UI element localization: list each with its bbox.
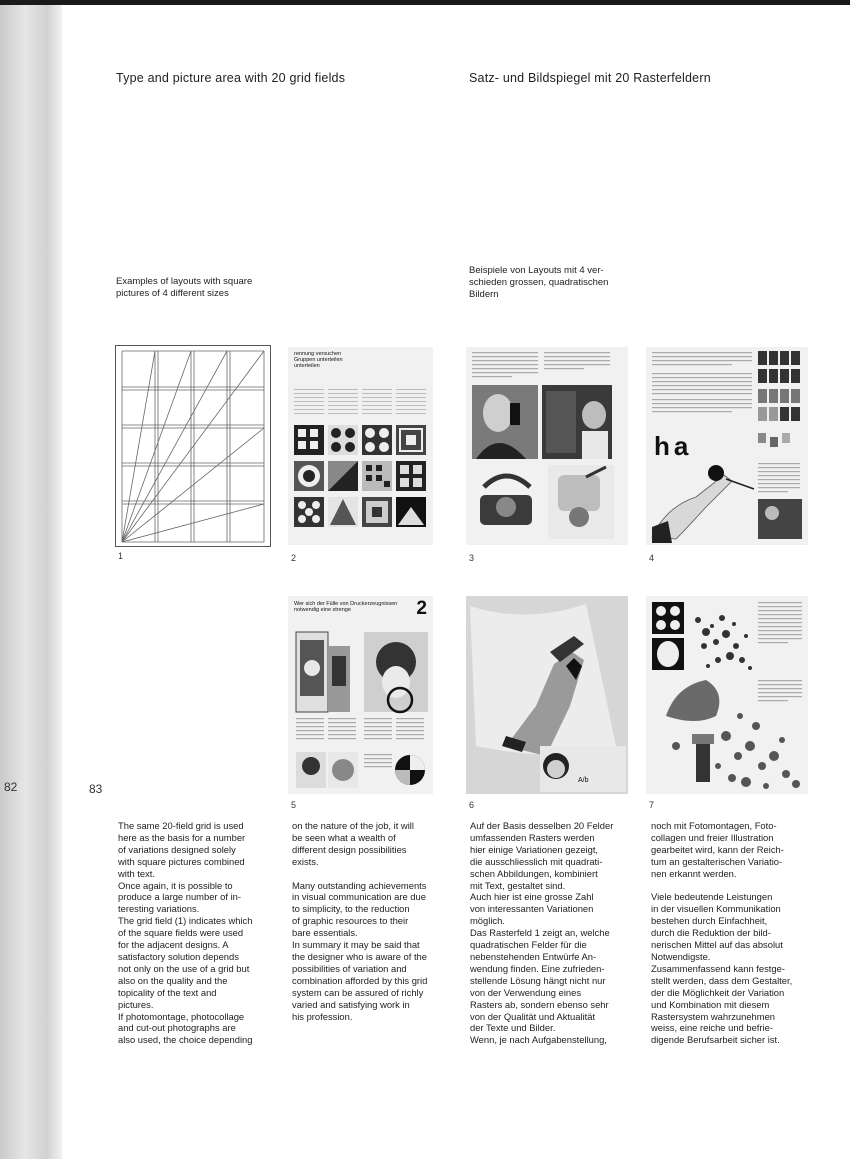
figure-number: 6 bbox=[469, 800, 475, 810]
caption-english: Examples of layouts with square pictures of 4 different sizes bbox=[116, 276, 253, 299]
layout-hand-thumbnail bbox=[466, 596, 628, 794]
figure-number: 1 bbox=[118, 551, 124, 561]
grid-diagram bbox=[115, 345, 271, 547]
pattern-grid-art bbox=[288, 347, 433, 545]
page-top-edge bbox=[0, 0, 850, 5]
figure-number: 2 bbox=[291, 553, 297, 563]
thumbnail-headline: rennung versuchen Gruppen unterteilen unterteilen bbox=[294, 351, 343, 369]
figure-number: 7 bbox=[649, 800, 655, 810]
layout-patterns-thumbnail bbox=[288, 347, 433, 545]
heading-german: Satz- und Bildspiegel mit 20 Rasterfeldern bbox=[469, 71, 711, 85]
left-page-number: 82 bbox=[4, 780, 18, 794]
heading-english: Type and picture area with 20 grid fields bbox=[116, 71, 346, 85]
figure-number: 4 bbox=[649, 553, 655, 563]
thumbnail-big-text: ha bbox=[654, 431, 693, 461]
body-column-german-2: noch mit Fotomontagen, Foto- collagen und freier Illustration gearbeitet wird, kann der Reich- tum an gestalterischen Variatio- nen erkannt werden. Viele bedeutende Leistungen in der visuellen Kommunikation bestehen durch Einfachheit, durch die Reduktion der bild- nerischen Mittel auf das absolut Notwendigste. Zusammenfassend kann festge- stellt werden, dass dem Gestalter, der die Möglichkeit der Variation und Kombination mit diesem Rastersystem wahrzunehmen weiss, eine reiche und befrie- digende Berufsarbeit sicher ist. bbox=[651, 820, 793, 1046]
body-column-english-1: The same 20-field grid is used here as the basis for a number of variations designed solely with square pictures combined with text. Once again, it is possible to produce a large number of in- teresting variations. The grid field (1) indicates which of the square fields were used for the adjacent designs. A satisfactory solution depends not only on the use of a grid but also on the quality and the topicality of the text and pictures. If photomontage, photocollage and cut-out photographs are also used, the choice depending bbox=[118, 820, 253, 1046]
thumbnail-big-number: 2 bbox=[416, 598, 427, 619]
thumbnail-corner-label: A/b bbox=[578, 777, 589, 784]
book-spine-shadow bbox=[0, 0, 62, 1159]
body-column-english-2: on the nature of the job, it will be seen what a wealth of different design possibilities exists. Many outstanding achievements in visual communication are due to simplicity, to the reduction of graphic resources to their bare essentials. In summary it may be said that the designer who is aware of the possibilities of variation and combination afforded by this grid system can be assured of richly varied and satisfying work in his profession. bbox=[292, 820, 428, 1022]
hand-photo-art bbox=[466, 596, 628, 794]
body-column-german-1: Auf der Basis desselben 20 Felder umfassenden Rasters werden hier einige Variationen gezeigt, die ausschliesslich mit quadrati- schen Abbildungen, kombiniert mit Text, gestaltet sind. Auch hier ist eine grosse Zahl von interessanten Variationen möglich. Das Rasterfeld 1 zeigt an, welche quadratischen Felder für die nebenstehenden Entwürfe An- wendung finden. Eine zufrieden- stellende Lösung hängt nicht nur von der Verwendung eines Rasters ab, sondern ebenso sehr von der Qualität und Aktualität der Texte und Bilder. Wenn, je nach Aufgabenstellung, bbox=[470, 820, 614, 1046]
layout-products-thumbnail bbox=[288, 596, 433, 794]
collage-art bbox=[646, 596, 808, 794]
thumbnail-headline: Wer sich der Fülle von Druckerzeugnissen notwendig eine strenge bbox=[294, 601, 398, 613]
photo-collage-art bbox=[466, 347, 628, 545]
caption-german: Beispiele von Layouts mit 4 ver- schieden grossen, quadratischen Bildern bbox=[469, 265, 609, 300]
figure-number: 3 bbox=[469, 553, 475, 563]
figure-number: 5 bbox=[291, 800, 297, 810]
product-collage-art bbox=[288, 596, 433, 794]
layout-photos-thumbnail bbox=[466, 347, 628, 545]
right-page-number: 83 bbox=[89, 782, 103, 796]
layout-collage-thumbnail bbox=[646, 596, 808, 794]
layout-typography-thumbnail bbox=[646, 347, 808, 545]
grid-diagram-lines bbox=[116, 346, 270, 546]
